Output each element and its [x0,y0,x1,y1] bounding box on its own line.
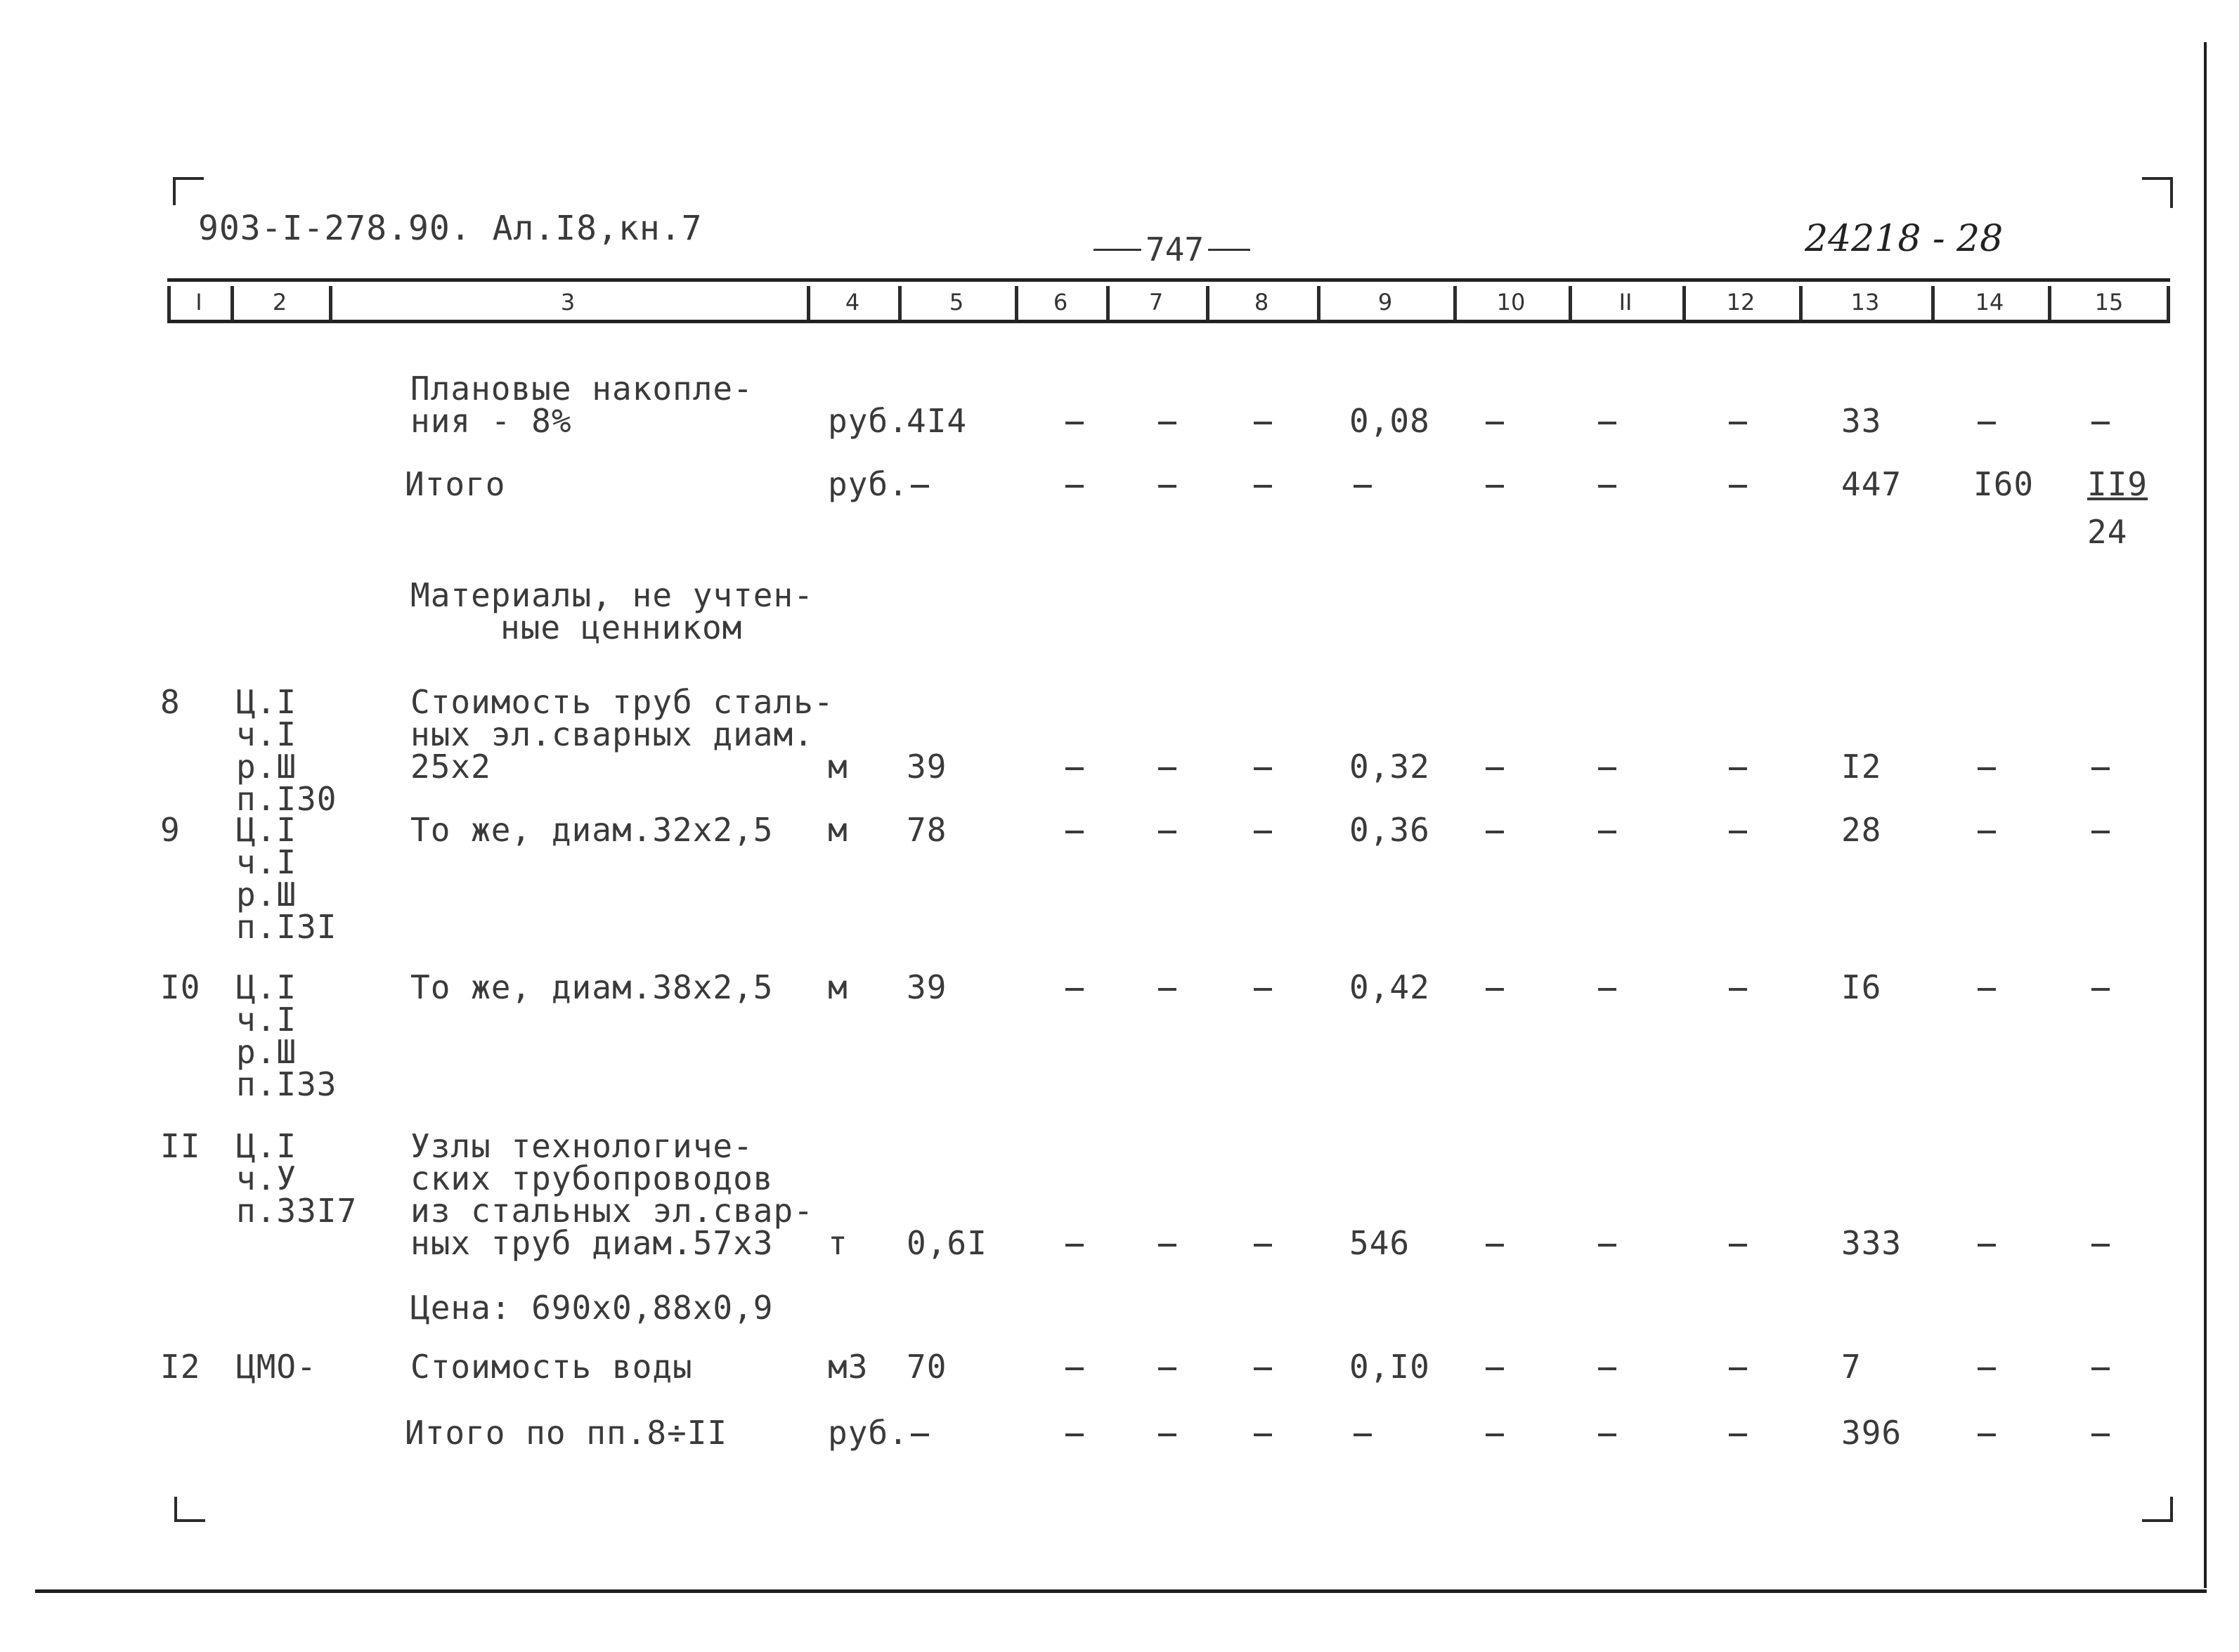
column-header-4: 4 [845,289,860,316]
column-header-row [167,278,2170,323]
row-quantity-dash [911,485,929,488]
row-price-reference: п.I33 [236,1065,337,1103]
row-col-11-dash [1598,1367,1616,1370]
row-col-10-dash [1486,485,1504,488]
row-col-10-dash [1486,988,1504,991]
column-header-11: II [1618,289,1633,316]
row-price-reference: ч.У [236,1159,297,1197]
row-col-14-dash [1978,831,1996,833]
row-number: II [160,1127,201,1165]
row-col-11-dash [1598,1244,1616,1247]
page-number-dash-right [1208,249,1250,251]
row-col-12-dash [1729,767,1747,770]
row-name-line: Стоимость воды [410,1348,693,1386]
row-col-8-dash [1254,831,1272,833]
row-col-7-dash [1158,485,1176,488]
row-name-line: ных эл.сварных диам. [410,715,814,753]
row-price-reference: р.Ш [236,1033,297,1071]
row-price-reference: Ц.I [236,811,297,849]
column-header-5: 5 [949,289,964,316]
row-name-line: ных труб диам.57х3 [410,1224,774,1262]
row-price-reference: п.I30 [236,780,337,818]
column-header-10: 10 [1496,289,1526,316]
row-name-line: ния - 8% [410,402,572,440]
row-col-8-dash [1254,485,1272,488]
row-col-6-dash [1065,1433,1084,1436]
row-name-line: ских трубопроводов [410,1159,774,1197]
row-col-9: 0,32 [1349,748,1430,786]
row-col-8-dash [1254,767,1272,770]
row-col-9-dash [1354,1433,1372,1436]
column-header-6: 6 [1053,289,1068,316]
row-col-14-dash [1978,422,1996,424]
row-col-15-dash [2091,1367,2110,1370]
row-number: I0 [160,968,201,1006]
row-col-7-dash [1158,767,1176,770]
column-header-14: 14 [1975,289,2004,316]
column-header-15: 15 [2094,289,2124,316]
archive-number: 24218 - 28 [1805,218,2004,260]
column-header-13: 13 [1850,289,1880,316]
column-header-8: 8 [1254,289,1269,316]
row-col-7-dash [1158,1244,1176,1247]
row-price-reference: Ц.I [236,1127,297,1165]
row-col-12-dash [1729,1244,1747,1247]
row-quantity: 0,6I [907,1224,987,1262]
row-col-6-dash [1065,767,1084,770]
row-unit: руб. [828,1414,909,1452]
corner-mark-bottom-left [174,1497,205,1522]
row-name-line: 25х2 [410,748,491,786]
row-col-13: 447 [1841,465,1902,503]
row-col-11-dash [1598,1433,1616,1436]
row-col-13: 28 [1841,811,1882,849]
page-number: 747 [1146,230,1205,268]
section-title-line: Материалы, не учтен- [410,576,814,614]
row-unit: м [828,748,848,786]
row-unit: м3 [828,1348,869,1386]
column-header-12: 12 [1726,289,1755,316]
row-col-7-dash [1158,422,1176,424]
row-col-11-dash [1598,831,1616,833]
row-col-15-dash [2091,1433,2110,1436]
row-col-8-dash [1254,422,1272,424]
row-unit: м [828,968,848,1006]
row-col-15: II9 [2087,465,2148,503]
row-col-12-dash [1729,831,1747,833]
row-price-reference: п.33I7 [236,1192,358,1230]
row-price-note: Цена: 690х0,88х0,9 [410,1289,774,1327]
row-col-9: 0,36 [1349,811,1430,849]
row-col-10-dash [1486,422,1504,424]
row-col-10-dash [1486,767,1504,770]
row-col-10-dash [1486,831,1504,833]
row-quantity: 39 [907,968,947,1006]
row-name-line: Узлы технологиче- [410,1127,753,1165]
row-col-15-dash [2091,988,2110,991]
row-col-12-dash [1729,988,1747,991]
row-price-reference: ЦМО- [236,1348,317,1386]
row-price-reference: Ц.I [236,968,297,1006]
row-quantity: 4I4 [907,402,968,440]
row-name-line: То же, диам.32х2,5 [410,811,774,849]
row-col-6-dash [1065,831,1084,833]
row-col-11-dash [1598,767,1616,770]
row-price-reference: Ц.I [236,683,297,721]
page-number-dash-left [1093,249,1141,251]
row-col-10-dash [1486,1367,1504,1370]
row-col-8-dash [1254,1433,1272,1436]
row-name-line: Стоимость труб сталь- [410,683,834,721]
row-col-13: 33 [1841,402,1882,440]
row-col-10-dash [1486,1433,1504,1436]
row-col-14-dash [1978,1367,1996,1370]
row-col-9: 546 [1349,1224,1410,1262]
row-quantity: 39 [907,748,947,786]
row-col-12-dash [1729,1367,1747,1370]
bottom-border-line [35,1589,2207,1593]
row-col-15-dash [2091,767,2110,770]
row-name-line: Плановые накопле- [410,370,753,408]
row-quantity-dash [911,1433,929,1436]
row-col-9: 0,08 [1349,402,1430,440]
row-price-reference: р.Ш [236,876,297,913]
document-code: 903-I-278.90. Ал.I8,кн.7 [198,209,703,248]
row-col-6-dash [1065,988,1084,991]
row-quantity: 78 [907,811,947,849]
row-col-9: 0,I0 [1349,1348,1430,1386]
row-col-7-dash [1158,831,1176,833]
row-col-7-dash [1158,1433,1176,1436]
row-quantity: 70 [907,1348,947,1386]
row-col-15-dash [2091,1244,2110,1247]
row-name-line: из стальных эл.свар- [410,1192,814,1230]
row-col-14-dash [1978,767,1996,770]
row-col-12-dash [1729,422,1747,424]
row-col-14-dash [1978,1244,1996,1247]
row-number: I2 [160,1348,201,1386]
row-unit: м [828,811,848,849]
corner-mark-top-right [2142,177,2173,208]
row-col-6-dash [1065,1367,1084,1370]
row-col-13: I2 [1841,748,1882,786]
row-unit: т [828,1224,848,1262]
row-col-8-dash [1254,1367,1272,1370]
row-col-13: I6 [1841,968,1882,1006]
column-header-1: I [195,289,202,316]
row-col-14: I60 [1973,465,2034,503]
row-price-reference: ч.I [236,715,297,753]
row-price-reference: п.I3I [236,908,337,946]
column-header-9: 9 [1377,289,1393,316]
section-title-line: ные ценником [500,609,743,646]
column-header-7: 7 [1148,289,1164,316]
row-col-12-dash [1729,485,1747,488]
row-col-13: 333 [1841,1224,1902,1262]
row-col-9-dash [1354,485,1372,488]
row-col-10-dash [1486,1244,1504,1247]
right-border-line [2204,42,2207,1588]
row-number: 9 [160,811,181,849]
corner-mark-bottom-right [2142,1497,2173,1522]
corner-mark-top-left [173,177,204,205]
row-col-8-dash [1254,1244,1272,1247]
row-col-6-dash [1065,1244,1084,1247]
column-header-3: 3 [560,289,576,316]
row-col-13: 396 [1841,1414,1902,1452]
row-col-15-second: 24 [2087,513,2128,551]
row-col-7-dash [1158,988,1176,991]
column-header-2: 2 [272,289,287,316]
row-name-line: Итого по пп.8÷II [405,1414,728,1452]
row-col-11-dash [1598,485,1616,488]
row-col-14-dash [1978,1433,1996,1436]
row-col-11-dash [1598,988,1616,991]
page-number-block [1093,230,1250,268]
row-col-6-dash [1065,422,1084,424]
row-col-14-dash [1978,988,1996,991]
row-name-line: Итого [405,465,506,503]
row-number: 8 [160,683,181,721]
row-price-reference: ч.I [236,1001,297,1039]
row-col-7-dash [1158,1367,1176,1370]
row-unit: руб. [828,465,909,503]
row-col-9: 0,42 [1349,968,1430,1006]
row-unit: руб. [828,402,909,440]
row-price-reference: ч.I [236,843,297,881]
row-col-8-dash [1254,988,1272,991]
row-col-11-dash [1598,422,1616,424]
row-col-13: 7 [1841,1348,1862,1386]
row-col-15-dash [2091,422,2110,424]
row-price-reference: р.Ш [236,748,297,786]
row-col-15-dash [2091,831,2110,833]
row-col-12-dash [1729,1433,1747,1436]
row-name-line: То же, диам.38х2,5 [410,968,774,1006]
row-col-6-dash [1065,485,1084,488]
